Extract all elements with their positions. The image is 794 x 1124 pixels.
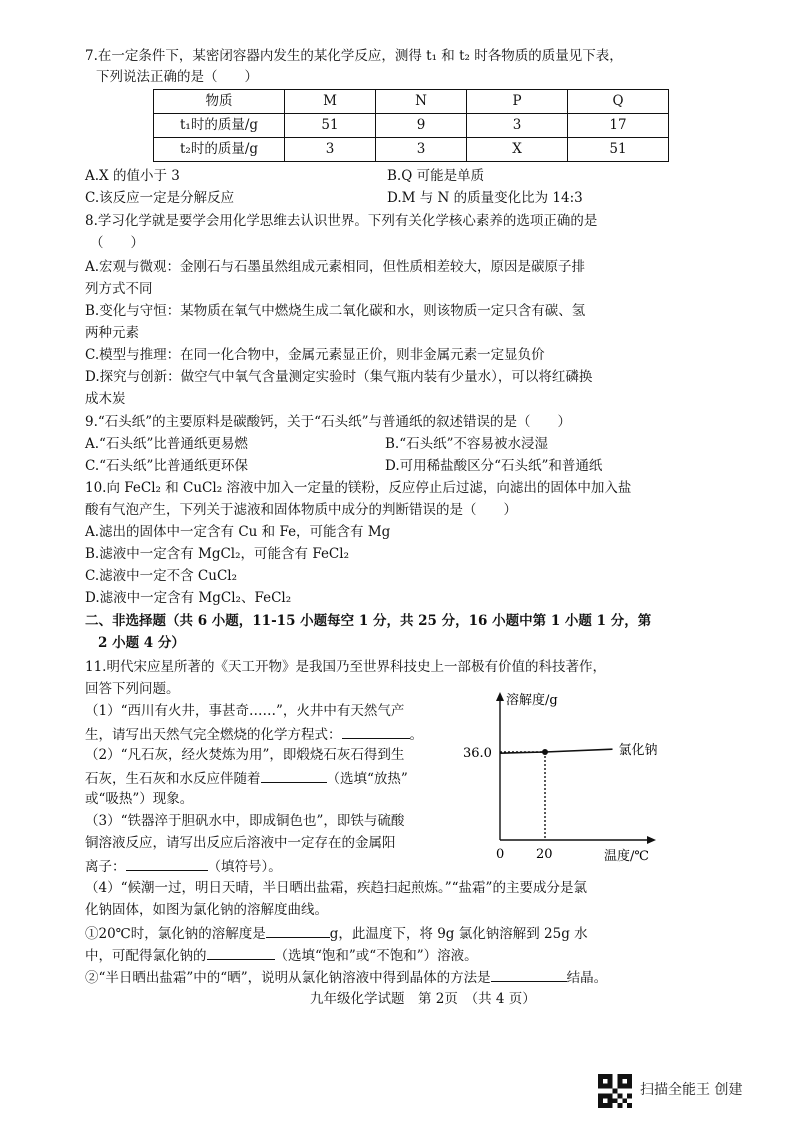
q11-part1-end: 。 <box>409 727 423 743</box>
table-cell: t₂时的质量/g <box>154 138 285 162</box>
q11-part2-text-2: （选填“放热” <box>326 771 408 787</box>
q11-part4-2: 化钠固体，如图为氯化钠的溶解度曲线。 <box>85 902 328 918</box>
q7-option-d: D.M 与 N 的质量变化比为 14:3 <box>387 190 583 206</box>
q8-option-a-2: 列方式不同 <box>85 281 153 297</box>
q11-part3: （3）“铁器淬于胆矾水中，即成铜色也”，即铁与硫酸 <box>85 813 405 829</box>
q7-option-c: C.该反应一定是分解反应 <box>85 190 235 206</box>
q10-option-b: B.滤液中一定含有 MgCl₂，可能含有 FeCl₂ <box>85 546 349 562</box>
table-cell: 3 <box>467 114 568 138</box>
q11-part5-text-4: （选填“饱和”或“不饱和”）溶液。 <box>274 948 478 964</box>
q9-stem: 9.“石头纸”的主要原料是碳酸钙，关于“石头纸”与普通纸的叙述错误的是（ ） <box>85 414 571 430</box>
q7-stem: 7.在一定条件下，某密闭容器内发生的某化学反应，测得 t₁ 和 t₂ 时各物质的质量见下表， <box>85 48 623 64</box>
q9-option-d: D.可用稀盐酸区分“石头纸”和普通纸 <box>385 458 603 474</box>
x-tick-label: 0 <box>496 847 505 862</box>
q9-option-a: A.“石头纸”比普通纸更易燃 <box>85 436 248 452</box>
q11-part6 <box>85 967 607 989</box>
solubility-chart <box>462 680 694 872</box>
q7-option-a: A.X 的值小于 3 <box>85 168 180 184</box>
q11-part3-text: 离子： <box>85 859 126 875</box>
y-axis-arrow <box>496 692 504 701</box>
x-axis-arrow <box>647 836 656 844</box>
q11-part1-text: 生，请写出天然气完全燃烧的化学方程式： <box>85 727 342 743</box>
q11-part2-3: 或“吸热”）现象。 <box>85 791 194 807</box>
q8-stem-2: （ ） <box>90 235 144 251</box>
x-tick-label: 20 <box>536 847 553 862</box>
table-cell: X <box>467 138 568 162</box>
table-header-row <box>154 90 669 114</box>
answer-blank[interactable] <box>266 923 330 938</box>
q10-stem-2: 酸有气泡产生，下列关于滤液和固体物质中成分的判断错误的是（ ） <box>85 502 517 518</box>
q11-part3-3 <box>85 856 282 878</box>
q11-part5-text-3: 中，可配得氯化钠的 <box>85 948 207 964</box>
q11-part1: （1）“西川有火井，事甚奇……”，火井中有天然气产 <box>85 703 405 719</box>
q7-option-b: B.Q 可能是单质 <box>387 168 485 184</box>
table-cell: 3 <box>376 138 467 162</box>
section-heading-2: 2 小题 4 分） <box>98 635 185 651</box>
section-heading: 二、非选择题（共 6 小题，11-15 小题每空 1 分，共 25 分，16 小题中第 1 小题 1 分，第 <box>85 613 652 629</box>
q7-table <box>153 89 669 162</box>
answer-blank[interactable] <box>491 967 567 982</box>
table-cell: 物质 <box>154 90 285 114</box>
q11-part4: （4）“候潮一过，明日天晴，半日晒出盐霜，疾趋扫起煎炼。”“盐霜”的主要成分是氯 <box>85 880 587 896</box>
q8-option-b-2: 两种元素 <box>85 325 139 341</box>
q10-option-d: D.滤液中一定含有 MgCl₂、FeCl₂ <box>85 590 292 606</box>
q8-option-d: D.探究与创新：做空气中氧气含量测定实验时（集气瓶内装有少量水），可以将红磷换 <box>85 369 593 385</box>
q11-part1-2 <box>85 724 423 746</box>
series-line-nacl <box>500 749 613 753</box>
table-cell: M <box>285 90 376 114</box>
q7-stem-2: 下列说法正确的是（ ） <box>96 69 258 85</box>
q11-part5-text-2: g，此温度下，将 9g 氯化钠溶解到 25g 水 <box>329 926 588 942</box>
q11-part5-text: ①20℃时，氯化钠的溶解度是 <box>85 926 266 942</box>
answer-blank[interactable] <box>342 724 410 739</box>
table-cell: 17 <box>568 114 669 138</box>
q11-part6-text-2: 结晶。 <box>566 970 608 986</box>
q8-option-a: A.宏观与微观：金刚石与石墨虽然组成元素相同，但性质相差较大，原因是碳原子排 <box>85 259 586 275</box>
q8-stem: 8.学习化学就是要学会用化学思维去认识世界。下列有关化学核心素养的选项正确的是 <box>85 213 598 229</box>
page-footer: 九年级化学试题 第 2页 （共 4 页） <box>310 991 536 1007</box>
q11-part5-2 <box>85 945 478 967</box>
table-cell: P <box>467 90 568 114</box>
q11-part3-text-2: （填符号）。 <box>207 859 282 875</box>
y-axis-label: 溶解度/g <box>506 693 558 708</box>
table-cell: 3 <box>285 138 376 162</box>
q11-stem: 11.明代宋应星所著的《天工开物》是我国乃至世界科技史上一部极有价值的科技著作， <box>85 659 606 675</box>
q8-option-b: B.变化与守恒：某物质在氧气中燃烧生成二氧化碳和水，则该物质一定只含有碳、氢 <box>85 303 586 319</box>
q10-option-c: C.滤液中一定不含 CuCl₂ <box>85 568 238 584</box>
table-cell: N <box>376 90 467 114</box>
q10-option-a: A.滤出的固体中一定含有 Cu 和 Fe，可能含有 Mg <box>85 524 391 540</box>
q9-option-c: C.“石头纸”比普通纸更环保 <box>85 458 248 474</box>
q8-option-c: C.模型与推理：在同一化合物中，金属元素显正价，则非金属元素一定显负价 <box>85 347 545 363</box>
x-axis-label: 温度/℃ <box>604 849 649 864</box>
table-cell: t₁时的质量/g <box>154 114 285 138</box>
data-point <box>542 749 548 755</box>
table-cell: 51 <box>285 114 376 138</box>
q11-part5 <box>85 923 588 945</box>
q11-stem-2: 回答下列问题。 <box>85 681 180 697</box>
table-cell: Q <box>568 90 669 114</box>
table-row <box>154 114 669 138</box>
q9-option-b: B.“石头纸”不容易被水浸湿 <box>385 436 549 452</box>
series-label: 氯化钠 <box>618 743 658 759</box>
y-tick-label: 36.0 <box>463 746 492 761</box>
table-row <box>154 138 669 162</box>
q11-part2-text: 石灰，生石灰和水反应伴随着 <box>85 771 261 787</box>
answer-blank[interactable] <box>207 945 275 960</box>
answer-blank[interactable] <box>261 768 327 783</box>
watermark-text: 扫描全能王 创建 <box>640 1082 743 1098</box>
q11-part6-text: ②“半日晒出盐霜”中的“晒”，说明从氯化钠溶液中得到晶体的方法是 <box>85 970 491 986</box>
answer-blank[interactable] <box>126 856 208 871</box>
q11-part2: （2）“凡石灰，经火焚炼为用”，即煅烧石灰石得到生 <box>85 747 405 763</box>
table-cell: 9 <box>376 114 467 138</box>
q11-part3-2: 铜溶液反应，请写出反应后溶液中一定存在的金属阳 <box>85 835 396 851</box>
q11-part2-2 <box>85 768 408 790</box>
qr-code-icon <box>598 1074 632 1108</box>
table-cell: 51 <box>568 138 669 162</box>
q10-stem: 10.向 FeCl₂ 和 CuCl₂ 溶液中加入一定量的镁粉，反应停止后过滤，向滤出的固体中加入盐 <box>85 480 632 496</box>
q8-option-d-2: 成木炭 <box>85 391 126 407</box>
